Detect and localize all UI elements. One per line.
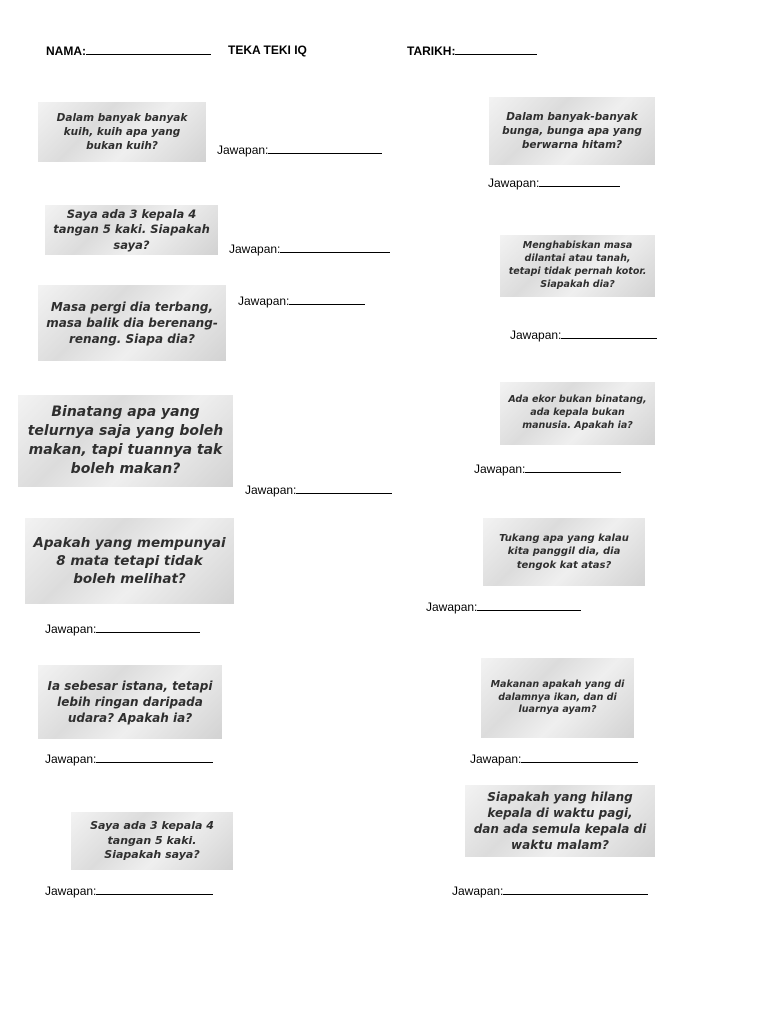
date-field [407,43,537,58]
riddle-card-2: Dalam banyak-banyak bunga, bunga apa yang berwarna hitam? [489,97,655,165]
answer-blank[interactable] [539,175,620,187]
answer-5 [238,293,365,308]
date-blank[interactable] [455,43,537,55]
answer-blank[interactable] [268,142,382,154]
riddle-card-13: Siapakah yang hilang kepala di waktu pagi, dan ada semula kepala di waktu malam? [465,785,655,857]
answer-label: Jawapan: [452,884,504,898]
answer-4 [510,327,657,342]
answer-label: Jawapan: [45,884,97,898]
answer-blank[interactable] [289,293,365,305]
answer-label: Jawapan: [238,294,290,308]
answer-1 [217,142,382,157]
answer-blank[interactable] [521,751,638,763]
riddle-card-12: Saya ada 3 kepala 4 tangan 5 kaki. Siapakah saya? [71,812,233,870]
answer-3 [229,241,390,256]
answer-blank[interactable] [280,241,390,253]
riddle-card-7: Binatang apa yang telurnya saja yang boleh makan, tapi tuannya tak boleh makan? [18,395,233,487]
answer-label: Jawapan: [474,462,526,476]
answer-blank[interactable] [96,751,213,763]
answer-11 [470,751,638,766]
riddle-card-1: Dalam banyak banyak kuih, kuih apa yang bukan kuih? [38,102,206,162]
answer-blank[interactable] [96,621,200,633]
riddle-card-10: Ia sebesar istana, tetapi lebih ringan daripada udara? Apakah ia? [38,665,222,739]
riddle-card-6: Ada ekor bukan binatang, ada kepala bukan manusia. Apakah ia? [500,382,655,445]
answer-8 [45,621,200,636]
riddle-card-11: Makanan apakah yang di dalamnya ikan, dan di luarnya ayam? [481,658,634,738]
answer-label: Jawapan: [229,242,281,256]
name-blank[interactable] [86,43,211,55]
answer-2 [488,175,620,190]
answer-blank[interactable] [296,482,392,494]
answer-blank[interactable] [477,599,581,611]
riddle-card-8: Apakah yang mempunyai 8 mata tetapi tidak boleh melihat? [25,518,234,604]
riddle-card-5: Masa pergi dia terbang, masa balik dia berenang-renang. Siapa dia? [38,285,226,361]
answer-blank[interactable] [96,883,213,895]
answer-12 [45,883,213,898]
answer-9 [426,599,581,614]
answer-10 [45,751,213,766]
answer-label: Jawapan: [426,600,478,614]
answer-label: Jawapan: [470,752,522,766]
riddle-card-3: Saya ada 3 kepala 4 tangan 5 kaki. Siapakah saya? [45,205,218,255]
date-label: TARIKH: [407,44,456,58]
name-label: NAMA: [46,44,86,58]
worksheet-title: TEKA TEKI IQ [228,43,307,57]
answer-label: Jawapan: [488,176,540,190]
answer-label: Jawapan: [45,752,97,766]
answer-blank[interactable] [525,461,621,473]
name-field [46,43,211,58]
answer-label: Jawapan: [217,143,269,157]
answer-label: Jawapan: [510,328,562,342]
answer-blank[interactable] [561,327,657,339]
answer-label: Jawapan: [245,483,297,497]
answer-6 [474,461,621,476]
answer-label: Jawapan: [45,622,97,636]
answer-13 [452,883,648,898]
answer-7 [245,482,392,497]
answer-blank[interactable] [503,883,648,895]
riddle-card-4: Menghabiskan masa dilantai atau tanah, tetapi tidak pernah kotor. Siapakah dia? [500,235,655,297]
riddle-card-9: Tukang apa yang kalau kita panggil dia, dia tengok kat atas? [483,518,645,586]
